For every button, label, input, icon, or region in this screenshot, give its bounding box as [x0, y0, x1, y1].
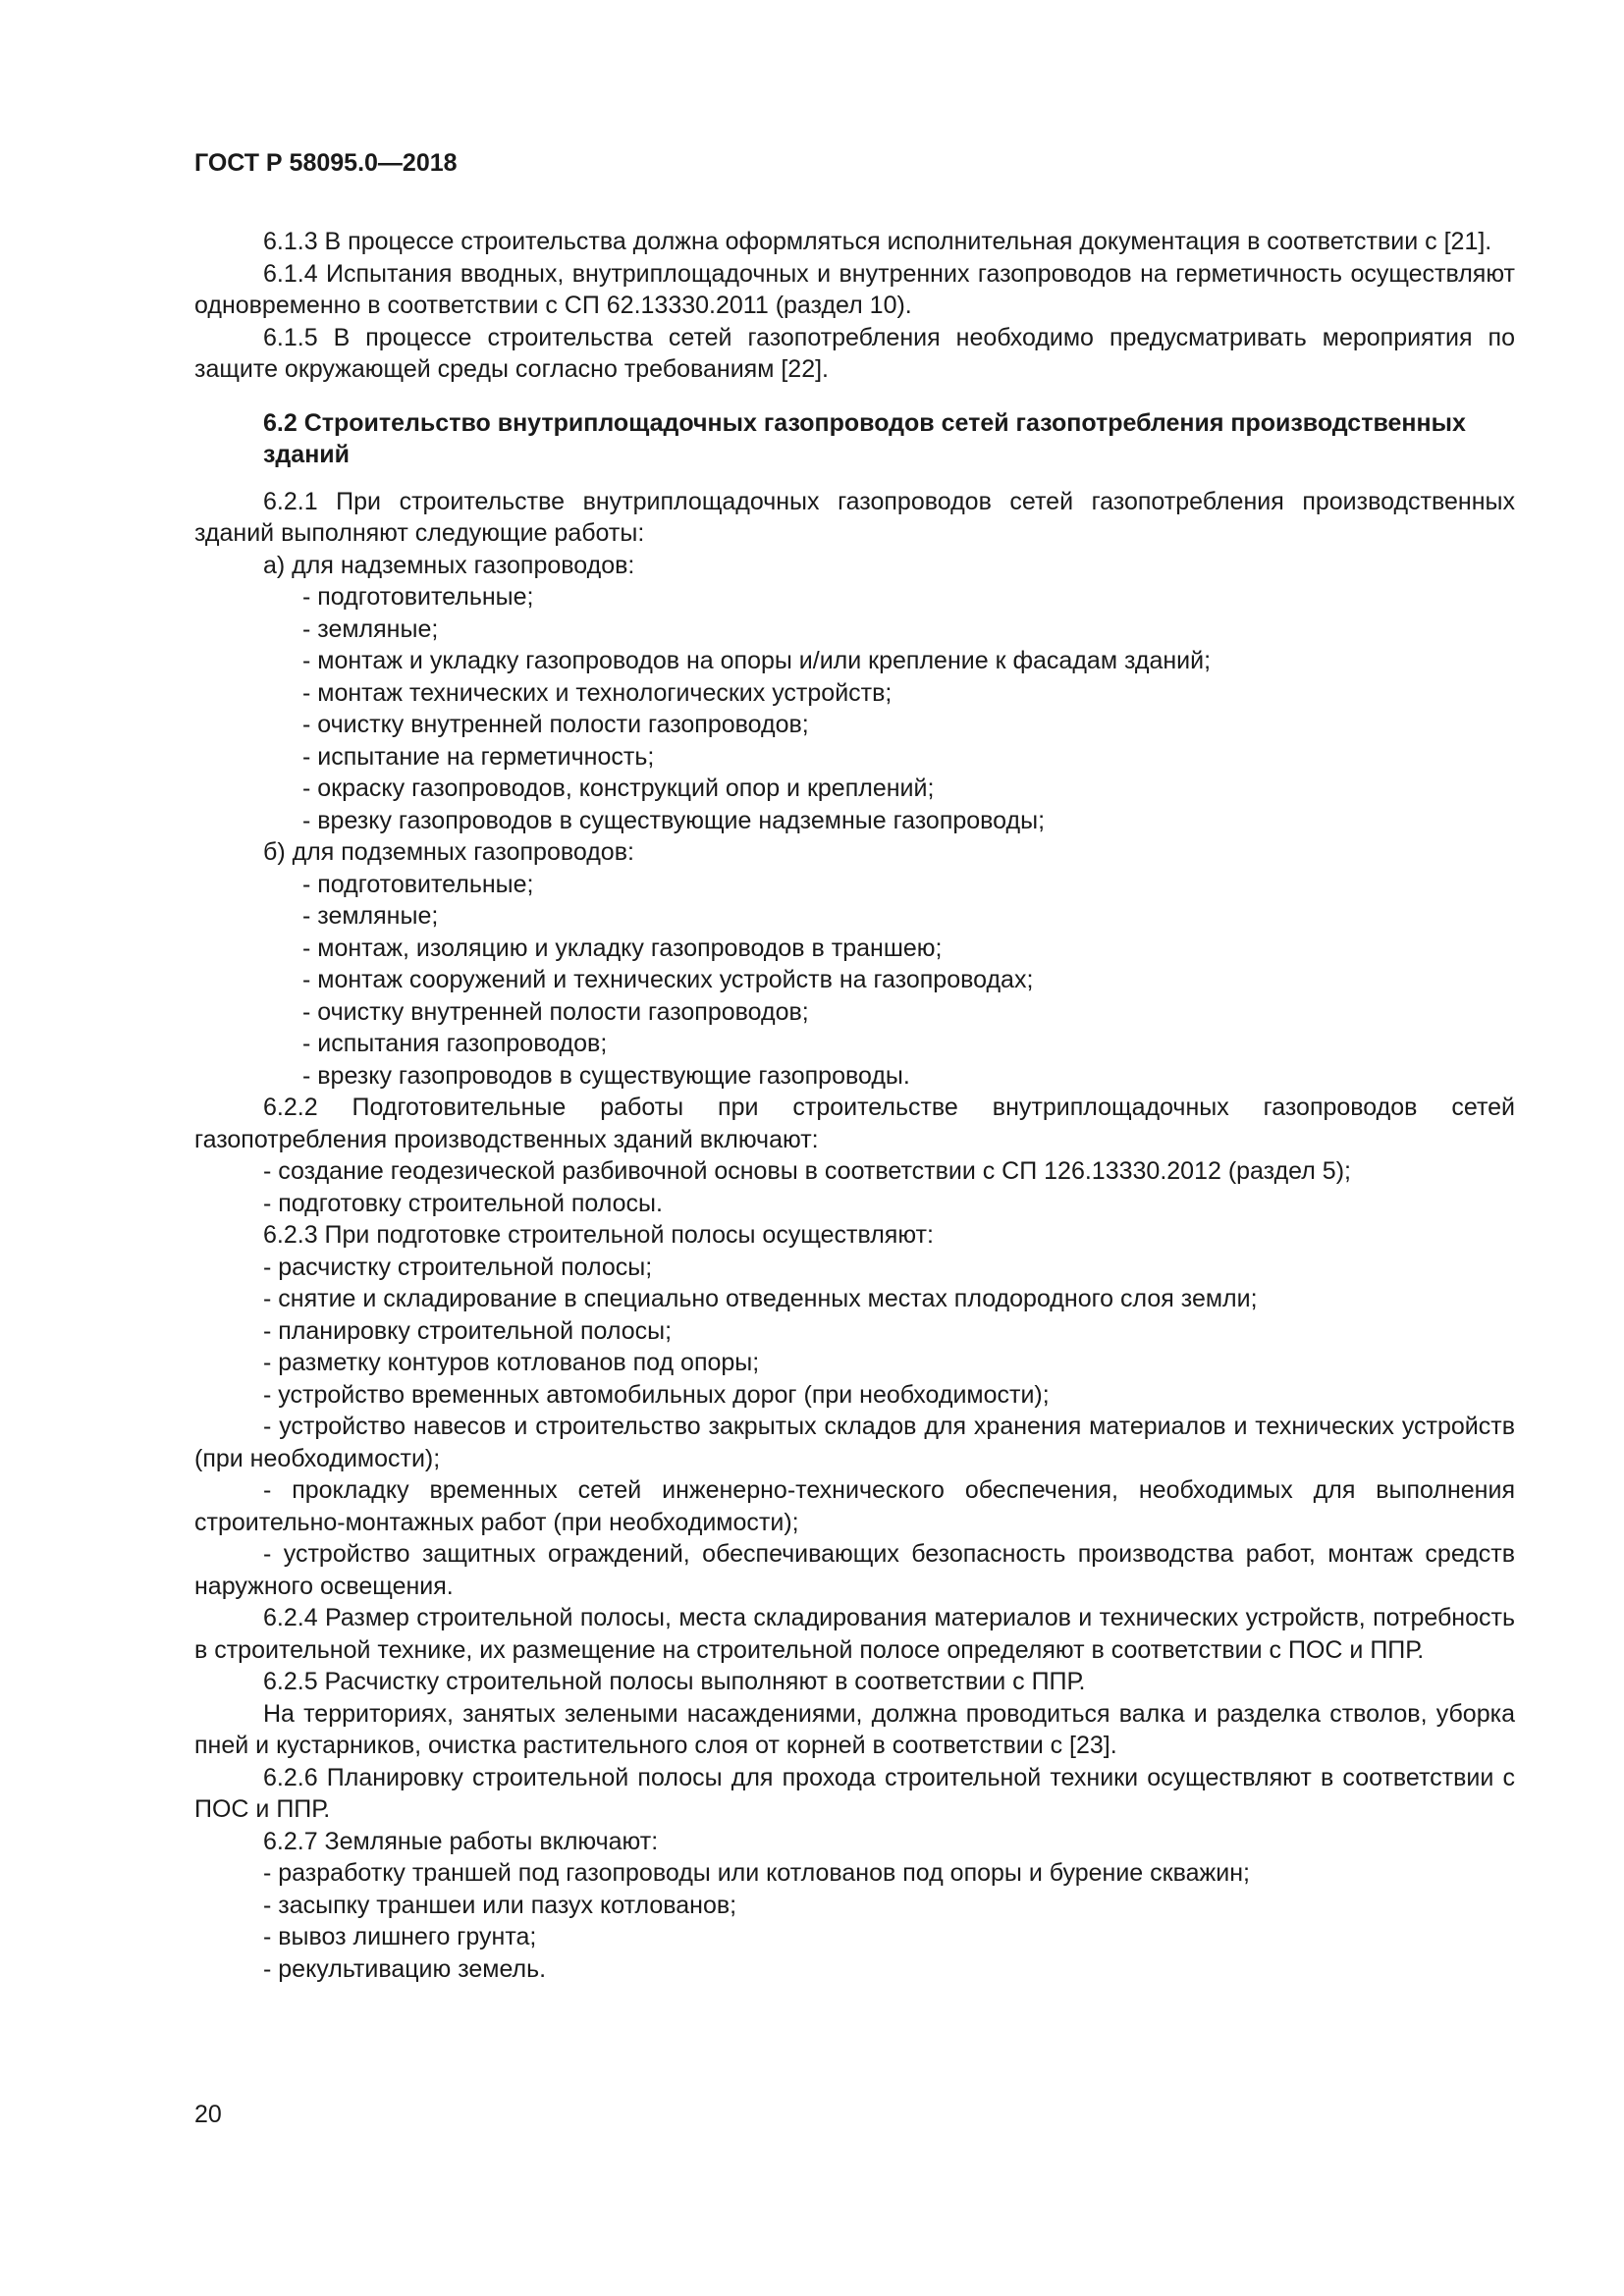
list-label-b: б) для подземных газопроводов:	[263, 838, 634, 866]
paragraph-6-2-5: 6.2.5 Расчистку строительной полосы выполняют в соответствии с ППР.	[263, 1668, 1086, 1695]
list-item: - снятие и складирование в специально отведенных местах плодородного слоя земли;	[263, 1285, 1258, 1312]
list-item: - очистку внутренней полости газопроводов;	[302, 711, 809, 738]
list-item: - вывоз лишнего грунта;	[263, 1923, 537, 1950]
list-item: - монтаж сооружений и технических устройств на газопроводах;	[302, 966, 1034, 993]
paragraph-6-2-2: 6.2.2 Подготовительные работы при строительстве внутриплощадочных газопроводов сетей газопотребления производственных зданий включают:	[194, 1094, 1515, 1153]
list-item: - испытания газопроводов;	[302, 1030, 608, 1057]
page-number: 20	[194, 2101, 222, 2128]
paragraph-6-2-4: 6.2.4 Размер строительной полосы, места складирования материалов и технических устройств, потребность в строительной технике, их размещение на строительной полосе определяют в соответствии с ПОС и ППР.	[194, 1604, 1515, 1664]
paragraph-6-2-7: 6.2.7 Земляные работы включают:	[263, 1827, 659, 1855]
list-item: - земляные;	[302, 614, 439, 643]
list-item: - окраску газопроводов, конструкций опор и креплений;	[302, 774, 935, 802]
list-item: - врезку газопроводов в существующие газопроводы.	[302, 1061, 910, 1090]
list-item: - разработку траншей под газопроводы или котлованов под опоры и бурение скважин;	[263, 1859, 1250, 1887]
paragraph-6-1-5: 6.1.5 В процессе строительства сетей газопотребления необходимо предусматривать мероприятия по защите окружающей среды согласно требованиям [22].	[194, 323, 1515, 383]
paragraph-6-2-1: 6.2.1 При строительстве внутриплощадочных газопроводов сетей газопотребления производственных зданий выполняют следующие работы:	[194, 487, 1515, 547]
list-item: - прокладку временных сетей инженерно-технического обеспечения, необходимых для выполнения строительно-монтажных работ (при необходимости);	[194, 1476, 1515, 1536]
list-item: - монтаж технических и технологических устройств;	[302, 678, 893, 707]
list-label-a: а) для надземных газопроводов:	[263, 551, 635, 579]
paragraph-6-1-3: 6.1.3 В процессе строительства должна оформляться исполнительная документация в соответствии с [21].	[263, 228, 1492, 255]
list-item: - подготовку строительной полосы.	[263, 1189, 663, 1217]
list-item: - подготовительные;	[302, 870, 534, 898]
list-item: - устройство защитных ограждений, обеспечивающих безопасность производства работ, монтаж средств наружного освещения.	[194, 1540, 1515, 1600]
list-item: - очистку внутренней полости газопроводов;	[302, 997, 809, 1026]
list-item: - засыпку траншеи или пазух котлованов;	[263, 1891, 737, 1919]
paragraph-6-1-4: 6.1.4 Испытания вводных, внутриплощадочных и внутренних газопроводов на герметичность осуществляют одновременно в соответствии с СП 62.13330.2011 (раздел 10).	[194, 259, 1515, 319]
list-item: - подготовительные;	[302, 583, 534, 611]
list-item: - земляные;	[302, 902, 439, 930]
list-item: - устройство навесов и строительство закрытых складов для хранения материалов и технических устройств (при необходимости);	[194, 1413, 1515, 1472]
list-item: - расчистку строительной полосы;	[263, 1253, 653, 1281]
paragraph-6-2-3: 6.2.3 При подготовке строительной полосы осуществляют:	[263, 1221, 934, 1249]
paragraph-6-2-6: 6.2.6 Планировку строительной полосы для прохода строительной техники осуществляют в соответствии с ПОС и ППР.	[194, 1763, 1515, 1823]
section-heading-6-2: 6.2 Строительство внутриплощадочных газопроводов сетей газопотребления производственных зданий	[263, 408, 1466, 468]
list-item: - планировку строительной полосы;	[263, 1316, 673, 1345]
list-item: - испытание на герметичность;	[302, 742, 655, 771]
list-item: - устройство временных автомобильных дорог (при необходимости);	[263, 1380, 1050, 1409]
paragraph-6-2-5-continued: На территориях, занятых зелеными насаждениями, должна проводиться валка и разделка стволов, уборка пней и кустарников, очистка растительного слоя от корней в соответствии с [23].	[194, 1699, 1515, 1759]
document-header: ГОСТ Р 58095.0—2018	[194, 149, 458, 177]
list-item: - монтаж и укладку газопроводов на опоры и/или крепление к фасадам зданий;	[302, 647, 1212, 674]
list-item: - создание геодезической разбивочной основы в соответствии с СП 126.13330.2012 (раздел 5);	[263, 1157, 1351, 1185]
document-body	[194, 226, 1515, 1985]
list-item: - врезку газопроводов в существующие надземные газопроводы;	[302, 806, 1046, 834]
list-item: - разметку контуров котлованов под опоры;	[263, 1349, 760, 1376]
list-item: - рекультивацию земель.	[263, 1954, 547, 1983]
list-item: - монтаж, изоляцию и укладку газопроводов в траншею;	[302, 934, 943, 962]
